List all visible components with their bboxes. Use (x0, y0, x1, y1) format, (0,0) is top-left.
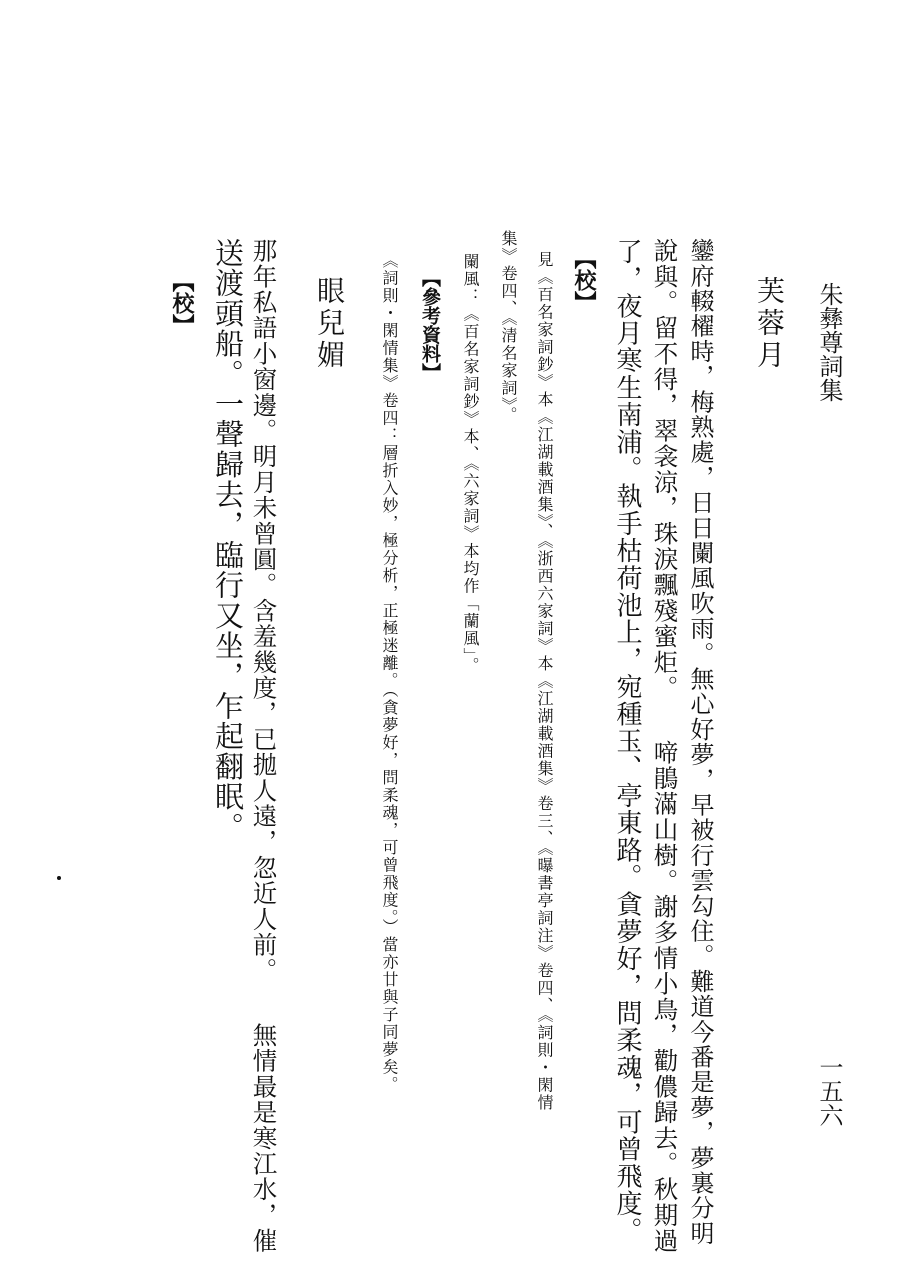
poem-line: 那年私語小窗邊。明月未曾圓。含羞幾度，已拋人遠，忽近人前。 無情最是寒江水，催 (249, 238, 279, 1254)
collation-heading: 【校】 (169, 270, 194, 336)
collation-line: 闌風：《百名家詞鈔》本、《六家詞》本均作「蘭風」。 (461, 253, 480, 675)
poem-line: 說與。留不得，翠衾涼，珠淚飄殘蜜炬。 啼鵑滿山樹。謝多情小鳥，勸儂歸去。秋期過 (650, 238, 680, 1254)
collation-line: 集》卷四、《清名家詞》。 (499, 230, 518, 424)
page-number: 一五六 (815, 1055, 843, 1127)
poem-line: 送渡頭船。一聲歸去，臨行又坐，乍起翻眠。 (211, 238, 245, 842)
collation-line: 見《百名家詞鈔》本《江湖載酒集》、《浙西六家詞》本《江湖載酒集》卷三、《曝書亭詞注》卷四、《詞則・閑情 (535, 251, 554, 1112)
poem-title: 芙蓉月 (753, 276, 786, 372)
poem-title: 眼兒媚 (313, 276, 346, 372)
poem-line: 鑾府輟櫂時，梅熟處，日日闌風吹雨。無心好夢，早被行雲勾住。難道今番是夢，夢裏分明 (686, 238, 714, 1246)
book-title: 朱彝尊詞集 (815, 282, 843, 402)
reference-line: 《詞則・閑情集》卷四：層折入妙，極分析，正極迷離。（貪夢好，問柔魂，可曾飛度。）當亦廿與子同夢矣。 (380, 252, 399, 1094)
scan-speck (57, 876, 61, 880)
reference-heading: 【參考資料】 (419, 268, 441, 382)
poem-line: 了，夜月寒生南浦。執手枯荷池上，宛種玉、亭東路。貪夢好，問柔魂，可曾飛度。 (612, 238, 642, 1245)
collation-heading: 【校】 (571, 247, 596, 313)
